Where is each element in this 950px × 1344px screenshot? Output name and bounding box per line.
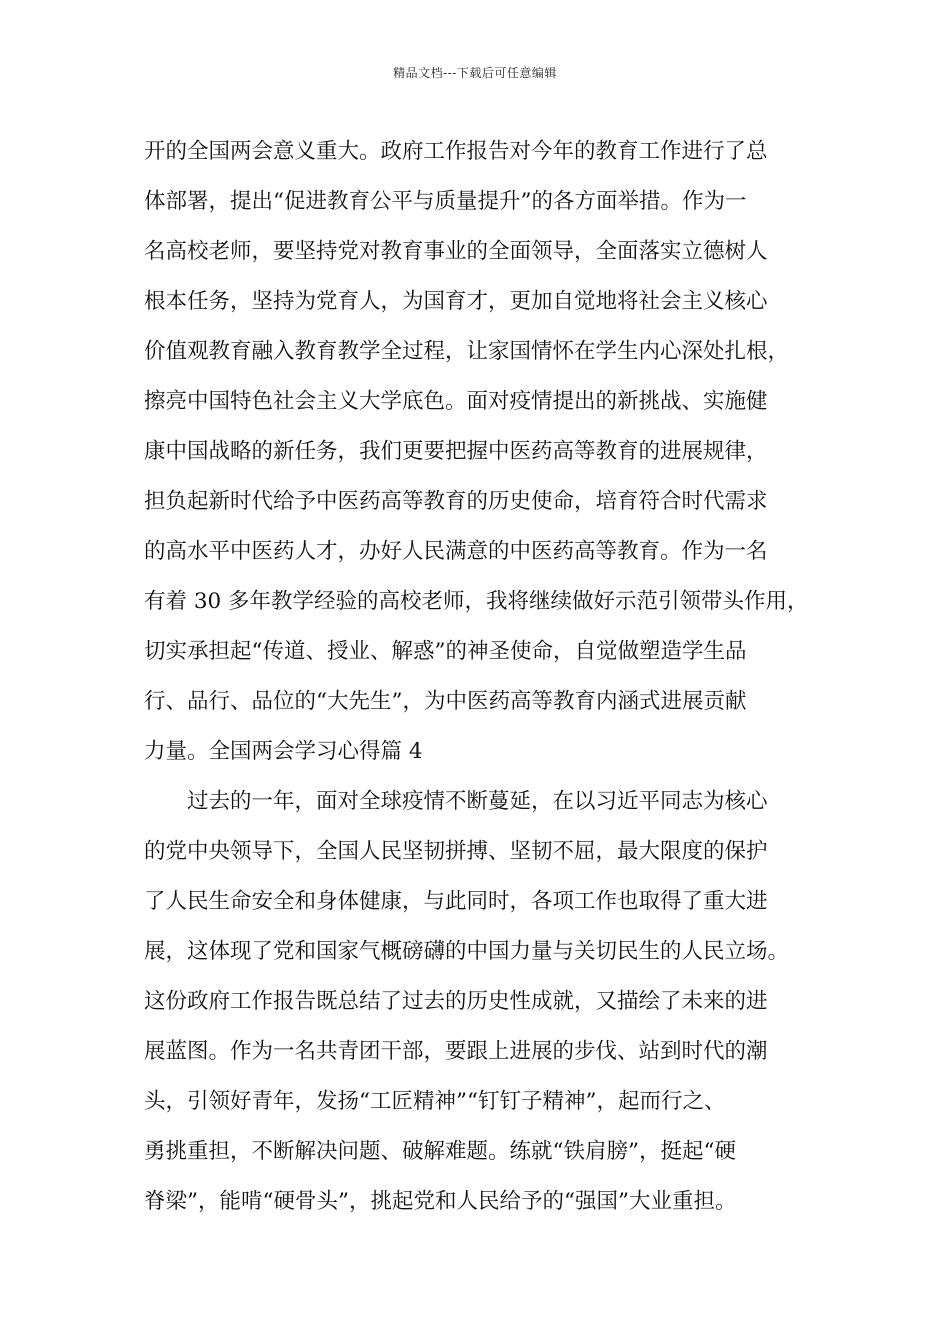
text-line: 勇挑重担，不断解决问题、破解难题。练就“铁肩膀”，挺起“硬 — [144, 1139, 736, 1164]
text-line: 开的全国两会意义重大。政府工作报告对今年的教育工作进行了总 — [144, 139, 768, 164]
text-line: 有着 30 多年教学经验的高校老师，我将继续做好示范引领带头作用， — [144, 589, 809, 614]
text-line: 头，引领好青年，发扬“工匠精神”“钉钉子精神”，起而行之、 — [144, 1089, 726, 1114]
text-line: 的高水平中医药人才，办好人民满意的中医药高等教育。作为一名 — [144, 539, 768, 564]
text-line: 根本任务，坚持为党育人，为国育才，更加自觉地将社会主义核心 — [144, 289, 768, 314]
text-line: 康中国战略的新任务，我们更要把握中医药高等教育的进展规律， — [144, 439, 768, 464]
text-line: 的党中央领导下，全国人民坚韧拼搏、坚韧不屈，最大限度的保护 — [144, 839, 768, 864]
text-line: 这份政府工作报告既总结了过去的历史性成就，又描绘了未来的进 — [144, 989, 768, 1014]
text-line: 擦亮中国特色社会主义大学底色。面对疫情提出的新挑战、实施健 — [144, 389, 768, 414]
text-line: 脊梁”，能啃“硬骨头”，挑起党和人民给予的“强国”大业重担。 — [144, 1189, 737, 1214]
text-line: 行、品行、品位的“大先生”，为中医药高等教育内涵式进展贡献 — [144, 689, 747, 714]
text-line: 名高校老师，要坚持党对教育事业的全面领导，全面落实立德树人 — [144, 239, 768, 264]
text-line: 体部署，提出“促进教育公平与质量提升”的各方面举措。作为一 — [144, 189, 747, 214]
text-line: 展，这体现了党和国家气概磅礴的中国力量与关切民生的人民立场。 — [144, 939, 790, 964]
text-line: 价值观教育融入教育教学全过程，让家国情怀在学生内心深处扎根， — [144, 339, 790, 364]
paragraph-first-line: 过去的一年，面对全球疫情不断蔓延，在以习近平同志为核心 — [187, 789, 768, 814]
page-header: 精品文档---下载后可任意编辑 — [393, 66, 557, 80]
text-line: 展蓝图。作为一名共青团干部，要跟上进展的步伐、站到时代的潮 — [144, 1039, 768, 1064]
text-line: 担负起新时代给予中医药高等教育的历史使命，培育符合时代需求 — [144, 489, 768, 514]
section-title-line: 力量。全国两会学习心得篇 4 — [144, 739, 423, 764]
text-line: 切实承担起“传道、授业、解惑”的神圣使命，自觉做塑造学生品 — [144, 639, 747, 664]
text-line: 了人民生命安全和身体健康，与此同时，各项工作也取得了重大进 — [144, 889, 768, 914]
